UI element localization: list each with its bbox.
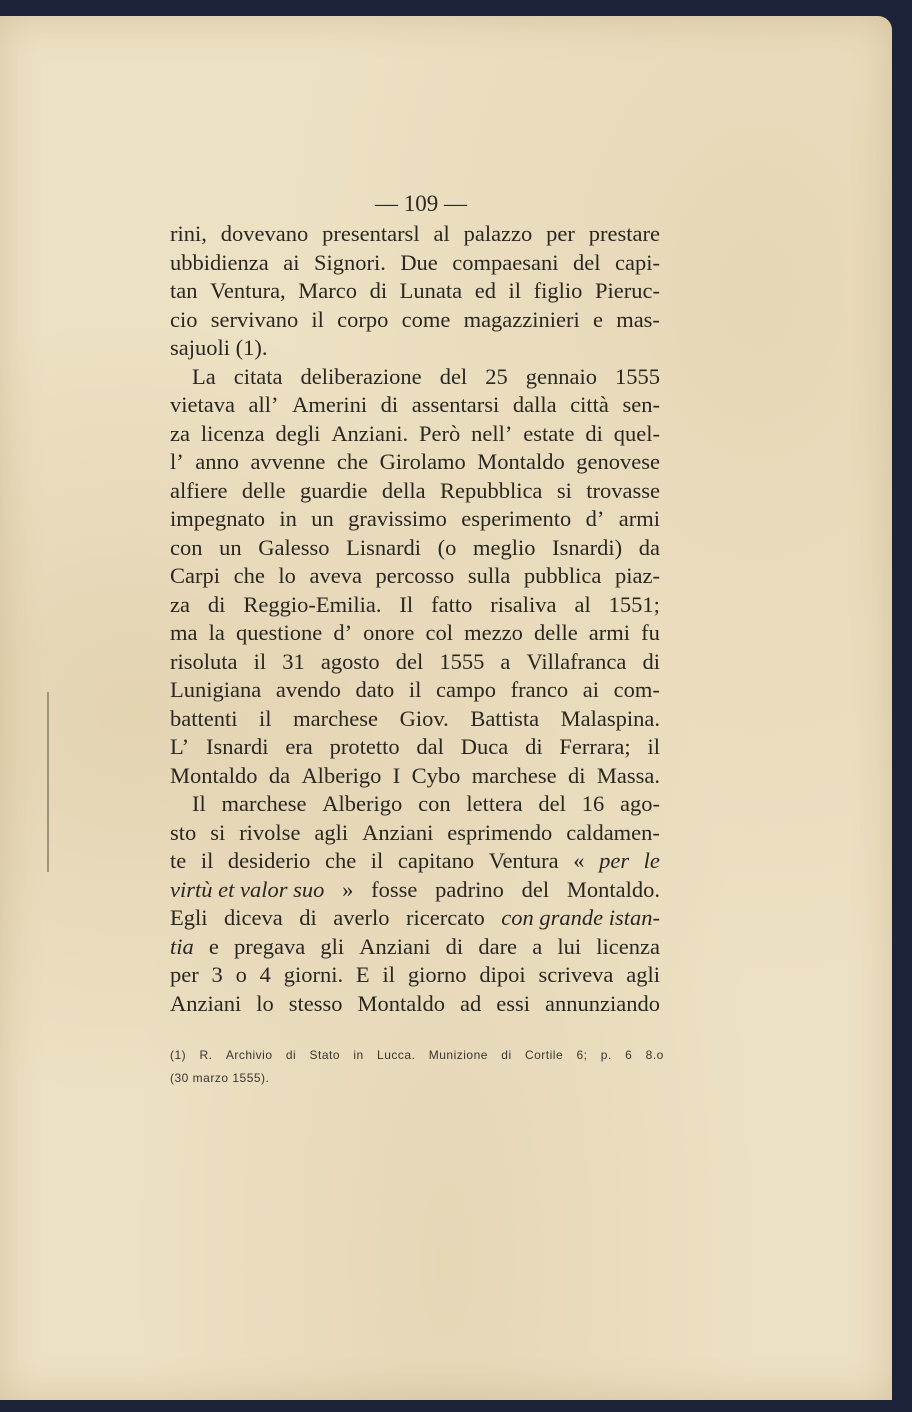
word: corpo xyxy=(337,306,389,332)
word: tan xyxy=(170,278,198,303)
word: compaesani xyxy=(452,249,559,275)
word: con xyxy=(418,791,451,816)
word: Galesso xyxy=(258,534,330,560)
page-number: — 109 — xyxy=(375,191,467,216)
word: un xyxy=(219,534,242,560)
word: il xyxy=(259,705,272,731)
word: Reggio-Emilia. xyxy=(243,591,382,617)
word: esperimento xyxy=(461,506,572,531)
word: com- xyxy=(613,677,660,702)
footnote-word: Cortile xyxy=(524,1048,564,1062)
word: impegnato xyxy=(170,506,265,531)
word: ad xyxy=(460,990,482,1016)
word: che xyxy=(336,449,369,474)
footnote-word: 6 xyxy=(625,1048,633,1062)
word: dal xyxy=(416,734,444,759)
word: lo xyxy=(256,990,274,1016)
word: armi xyxy=(588,620,631,645)
word: e xyxy=(208,933,219,959)
word: del xyxy=(538,791,566,816)
word: gennaio xyxy=(525,363,597,389)
word: sto xyxy=(170,819,197,845)
word: 16 xyxy=(581,791,605,816)
word: il xyxy=(508,278,522,303)
word: che xyxy=(233,563,265,588)
word: te xyxy=(170,848,187,873)
word: d’ xyxy=(333,620,353,645)
word: E xyxy=(355,962,370,987)
word: da xyxy=(638,534,660,560)
word: Marco xyxy=(298,278,357,303)
word: desiderio xyxy=(227,848,311,873)
word: Signori. xyxy=(313,249,386,275)
word: città xyxy=(570,392,609,417)
word: 1555 xyxy=(614,363,660,389)
word: di xyxy=(568,762,586,788)
word: piaz- xyxy=(614,563,660,588)
word: un xyxy=(311,506,334,531)
word: Montaldo xyxy=(357,990,446,1016)
word: scriveva xyxy=(538,962,614,987)
text-line xyxy=(170,648,660,677)
word: Egli xyxy=(170,905,208,930)
footnote-word: Lucca. xyxy=(377,1048,416,1062)
word: risaliva xyxy=(490,591,557,617)
word: franco xyxy=(510,677,569,702)
text-line xyxy=(170,249,660,278)
word: Cybo xyxy=(411,762,461,788)
word: genovese xyxy=(576,449,660,474)
word: il xyxy=(253,648,267,674)
word: fatto xyxy=(431,591,473,617)
word: ago- xyxy=(619,791,660,816)
word: meglio xyxy=(473,534,536,560)
word: citata xyxy=(233,363,283,389)
word: prestare xyxy=(588,221,660,246)
footnote-word: Archivio xyxy=(225,1048,273,1062)
word: era xyxy=(285,734,313,759)
word: agli xyxy=(626,962,660,987)
word: quel- xyxy=(613,420,660,446)
word: averlo xyxy=(333,905,390,930)
word: Lisnardi xyxy=(346,534,422,560)
text-line xyxy=(170,562,660,591)
word: Lunigiana xyxy=(170,677,262,702)
word: Anziani xyxy=(362,819,434,845)
word: e xyxy=(592,306,603,332)
word: del xyxy=(573,249,601,275)
word: agli xyxy=(314,819,349,845)
footnote-word: (1) xyxy=(170,1048,187,1062)
footnote-word: Stato xyxy=(309,1048,341,1062)
text-line xyxy=(170,619,660,648)
word: 1551; xyxy=(608,591,660,617)
word: alfiere xyxy=(170,477,228,503)
word: il xyxy=(408,677,422,702)
text-block xyxy=(170,191,664,1090)
word: capi- xyxy=(614,249,660,275)
text-line xyxy=(170,790,660,819)
word: za xyxy=(170,420,190,446)
word: di xyxy=(380,392,399,417)
footnote-word: p. xyxy=(600,1048,612,1062)
word: Duca xyxy=(460,734,509,759)
word: sulla xyxy=(467,563,511,588)
word: 1555 xyxy=(439,648,485,674)
word: ed xyxy=(474,278,496,303)
word: Ferrara; xyxy=(559,734,631,759)
word: essi xyxy=(496,990,531,1016)
word: marchese xyxy=(221,791,307,816)
text-line xyxy=(170,505,660,534)
word: Montaldo. xyxy=(566,876,660,902)
word: Anziani xyxy=(359,933,431,959)
text-line xyxy=(170,448,660,477)
word: per xyxy=(599,848,630,873)
word: giorni. xyxy=(283,962,344,987)
word: lettera xyxy=(466,791,523,816)
word: palazzo xyxy=(463,221,533,246)
word: il xyxy=(647,734,660,759)
word: da xyxy=(268,762,291,788)
footnote-word: di xyxy=(285,1048,297,1062)
word: di xyxy=(445,933,464,959)
word: ai xyxy=(582,677,600,702)
word: Isnardi xyxy=(206,734,269,759)
word: di xyxy=(369,278,388,303)
word: fosse xyxy=(371,876,418,902)
word: l’ xyxy=(170,449,184,474)
word: dato xyxy=(355,677,395,702)
word: degli xyxy=(275,420,321,446)
text-line xyxy=(170,762,660,791)
word: all’ xyxy=(248,392,279,417)
word: Ventura xyxy=(488,848,559,873)
word: della xyxy=(381,477,426,503)
word: dovevano xyxy=(220,221,309,246)
word: agosto xyxy=(320,648,380,674)
text-line xyxy=(170,933,660,962)
text-line xyxy=(170,876,660,905)
footnote-word: 8.o xyxy=(645,1048,664,1062)
word: nell’ xyxy=(471,420,513,446)
word: Montaldo xyxy=(477,449,565,474)
word: capitano xyxy=(397,848,475,873)
word: del xyxy=(395,648,424,674)
word: Il xyxy=(399,591,414,617)
word: esprimendo xyxy=(447,819,553,845)
word: ricercato xyxy=(406,905,485,930)
footnote-word: 6; xyxy=(576,1048,588,1062)
word: lui xyxy=(557,933,582,959)
text-line xyxy=(170,306,660,335)
word: mezzo xyxy=(464,620,523,645)
footnote-line xyxy=(170,1067,664,1090)
book-page xyxy=(0,16,892,1400)
footnote-word: di xyxy=(501,1048,512,1062)
word: per xyxy=(546,221,575,246)
text-line xyxy=(170,420,660,449)
word: 3 xyxy=(211,962,223,987)
word: si xyxy=(556,477,572,503)
word: ubbidienza xyxy=(170,249,269,275)
word: licenza xyxy=(200,420,265,446)
word: Pieruc- xyxy=(594,278,660,303)
word: Villafranca xyxy=(526,648,627,674)
word: di xyxy=(207,591,226,617)
word: al xyxy=(433,221,450,246)
word: Malaspina. xyxy=(560,705,660,731)
word: d’ xyxy=(585,506,605,531)
word: o xyxy=(235,962,247,987)
word: questione xyxy=(235,620,323,645)
word: Giov. xyxy=(399,705,449,731)
word: tia xyxy=(170,933,194,959)
word: figlio xyxy=(533,278,583,303)
word: annunziando xyxy=(545,990,660,1016)
word: assentarsi xyxy=(411,392,500,417)
word: in xyxy=(279,506,297,531)
word: col xyxy=(425,620,454,645)
word: anno xyxy=(195,449,239,474)
footnote-word: R. xyxy=(199,1048,213,1062)
word: Repubblica xyxy=(439,477,543,503)
word: vietava xyxy=(170,392,235,417)
word: di xyxy=(299,905,317,930)
word: delle xyxy=(241,477,286,503)
word: Battista xyxy=(470,705,540,731)
word: ma xyxy=(170,620,198,645)
footnote-word: (30 marzo 1555). xyxy=(170,1071,270,1085)
word: Due xyxy=(400,249,438,275)
word: (o xyxy=(437,534,457,560)
word: I xyxy=(392,762,401,788)
word: Anziani xyxy=(170,990,242,1016)
word: Alberigo xyxy=(322,791,403,816)
word: per xyxy=(170,962,199,987)
footnote-line xyxy=(170,1044,664,1067)
text-line xyxy=(170,676,660,705)
word: percosso xyxy=(375,563,455,588)
word: Però xyxy=(419,420,461,446)
word: 4 xyxy=(259,962,271,987)
word: del xyxy=(521,876,550,902)
word: « xyxy=(573,848,585,873)
word: guardie xyxy=(299,477,368,503)
word: servivano xyxy=(210,306,299,332)
word: Montaldo xyxy=(170,762,258,788)
text-line xyxy=(170,819,660,848)
word: armi xyxy=(618,506,660,531)
word: L’ xyxy=(170,734,190,759)
word: sen- xyxy=(622,392,660,417)
word: gli xyxy=(320,933,345,959)
word: Lunata xyxy=(399,278,463,303)
word: aveva xyxy=(309,563,362,588)
word: pregava xyxy=(234,933,306,959)
word: Amerini xyxy=(292,392,368,417)
word: che xyxy=(324,848,357,873)
word: battenti xyxy=(170,705,238,731)
word: si xyxy=(210,819,226,845)
word: La xyxy=(192,363,216,389)
word: la xyxy=(208,620,225,645)
text-line xyxy=(170,277,660,306)
word: il xyxy=(370,848,384,873)
word: padrino xyxy=(435,876,504,902)
text-line xyxy=(170,334,660,363)
footnote xyxy=(170,1044,664,1090)
word: di xyxy=(642,648,660,674)
word: 25 xyxy=(485,363,508,389)
word: a xyxy=(500,648,511,674)
word: mas- xyxy=(616,306,660,332)
word: estate xyxy=(523,420,575,446)
word: 31 xyxy=(282,648,305,674)
word: con xyxy=(170,534,203,560)
word: cio xyxy=(170,306,198,332)
word: protetto xyxy=(329,734,400,759)
word: Girolamo xyxy=(379,449,466,474)
body-text xyxy=(170,220,660,1018)
text-line xyxy=(170,534,660,563)
word: Isnardi) xyxy=(552,534,623,560)
word: ai xyxy=(283,249,300,275)
word: za xyxy=(170,591,190,617)
word: delle xyxy=(533,620,578,645)
word: deliberazione xyxy=(300,363,422,389)
word: il xyxy=(200,848,214,873)
text-line xyxy=(170,733,660,762)
word: Alberigo xyxy=(301,762,382,788)
word: Ventura, xyxy=(210,278,286,303)
word: il xyxy=(311,306,324,332)
word: Il xyxy=(192,791,206,816)
word: dipoi xyxy=(479,962,526,987)
word: dare xyxy=(478,933,518,959)
text-line xyxy=(170,591,660,620)
word: risoluta xyxy=(170,648,238,674)
word: stesso xyxy=(288,990,343,1016)
word: campo xyxy=(436,677,497,702)
word: le xyxy=(643,848,660,873)
word: con grande istan- xyxy=(501,905,660,930)
word: pubblica xyxy=(523,563,602,588)
word: presentarsl xyxy=(322,221,420,246)
word: licenza xyxy=(596,933,660,959)
text-line xyxy=(170,990,660,1019)
text-line xyxy=(170,363,660,392)
word: gravissimo xyxy=(348,506,447,531)
word: Carpi xyxy=(170,563,220,588)
word: onore xyxy=(363,620,415,645)
word: diceva xyxy=(224,905,283,930)
word: lo xyxy=(278,563,296,588)
word: caldamen- xyxy=(566,819,660,845)
word: Massa. xyxy=(596,762,660,788)
footnote-word: in xyxy=(353,1048,364,1062)
text-line xyxy=(170,705,660,734)
word: marchese xyxy=(471,762,557,788)
word: giorno xyxy=(407,962,467,987)
word: al xyxy=(574,591,591,617)
word: di xyxy=(585,420,603,446)
word: avendo xyxy=(275,677,341,702)
text-line xyxy=(170,961,660,990)
text-line xyxy=(170,477,660,506)
word: magazzinieri xyxy=(463,306,580,332)
word: sajuoli (1). xyxy=(170,335,268,360)
word: rini, xyxy=(170,221,207,246)
word: del xyxy=(439,363,468,389)
word: avvenne xyxy=(250,449,326,474)
word: » xyxy=(342,876,354,902)
text-line xyxy=(170,904,660,933)
margin-pencil-mark xyxy=(47,692,49,872)
word: marchese xyxy=(293,705,379,731)
text-line xyxy=(170,847,660,876)
footnote-word: Munizione xyxy=(428,1048,488,1062)
word: il xyxy=(382,962,395,987)
word: virtù et valor suo xyxy=(170,876,325,902)
text-line xyxy=(170,220,660,249)
word: come xyxy=(401,306,451,332)
word: di xyxy=(525,734,543,759)
text-line xyxy=(170,391,660,420)
word: dalla xyxy=(512,392,557,417)
word: fu xyxy=(641,620,660,645)
word: a xyxy=(532,933,543,959)
word: rivolse xyxy=(239,819,301,845)
word: Anziani. xyxy=(331,420,409,446)
word: trovasse xyxy=(586,477,660,503)
